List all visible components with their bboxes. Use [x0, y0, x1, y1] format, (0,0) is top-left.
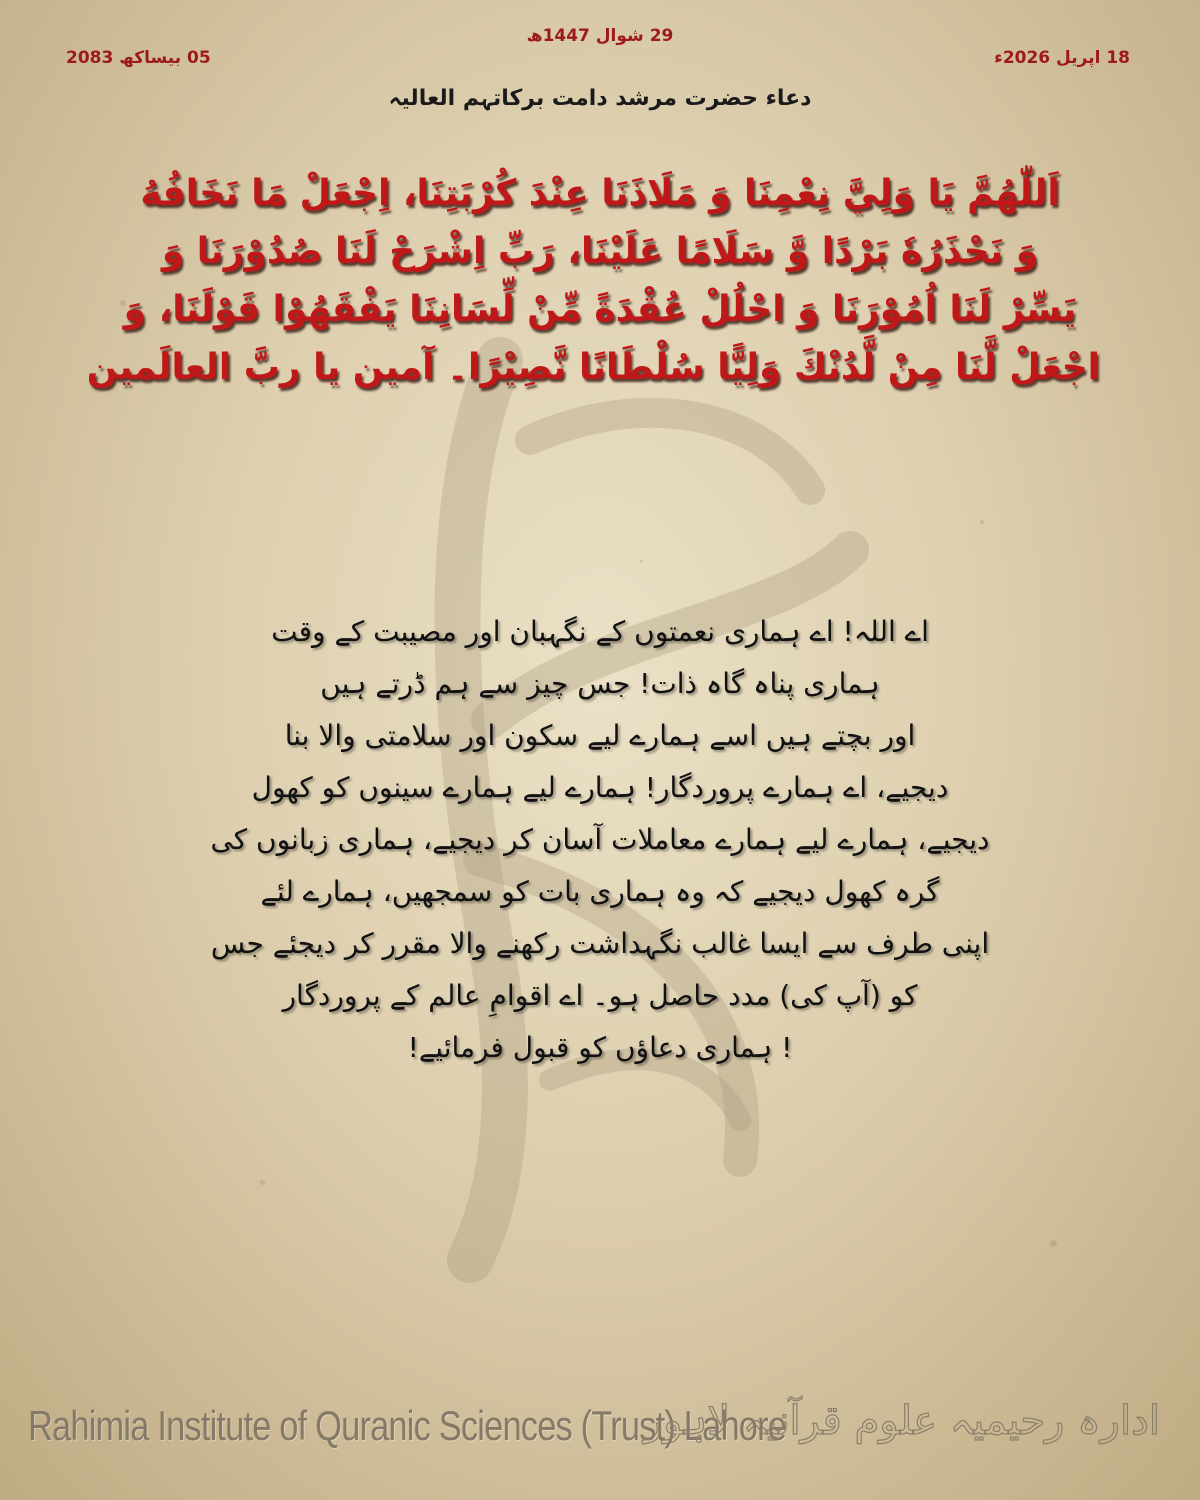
arabic-dua-line: اَللّٰهُمَّ يَا وَلِيَّ نِعْمِنَا وَ مَلَاذَنَا عِنْدَ كُرْبَتِنَا، اِجْعَلْ مَا نَخَافُهُ — [140, 173, 1060, 214]
urdu-translation-line: دیجیے، ہمارے لیے ہمارے معاملات آسان کر دیجیے، ہماری زبانوں کی — [210, 823, 990, 856]
paper-speck — [260, 1180, 265, 1185]
urdu-translation-line: کو (آپ کی) مدد حاصل ہو۔ اے اقوامِ عالم کے پروردگار — [282, 979, 918, 1012]
urdu-translation-block — [160, 606, 1040, 1074]
institute-logo-calligraphy: ادارہ رحیمیہ علوم قرآنیہ لاہور — [643, 1398, 1160, 1444]
arabic-dua-line: اجْعَلْ لَّنَا مِنْ لَّدُنْكَ وَلِيًّا سُلْطَانًا نَّصِيْرًا۔ آمين يا ربَّ العالَمين — [86, 347, 1100, 388]
paper-speck — [1050, 1240, 1057, 1247]
urdu-translation-line: ! ہماری دعاؤں کو قبول فرمائیے! — [407, 1031, 793, 1064]
bikrami-date: 05 بیساکھ 2083 — [66, 48, 211, 68]
paper-speck — [980, 520, 984, 524]
gregorian-date: 18 اپریل 2026ء — [994, 48, 1130, 68]
arabic-dua-line: وَ نَحْذَرُهٗ بَرْدًا وَّ سَلَامًا عَلَيْنَا، رَبِّ اِشْرَحْ لَنَا صُدُوْرَنَا وَ — [161, 231, 1039, 272]
urdu-translation-line: ہماری پناہ گاہ ذات! جس چیز سے ہم ڈرتے ہیں — [320, 667, 880, 700]
dua-title: دعاء حضرت مرشد دامت برکاتہم العالیہ — [388, 86, 812, 111]
hijri-date: 29 شوال 1447ھ — [526, 26, 674, 46]
arabic-dua-block — [86, 165, 1100, 397]
urdu-translation-line: اے اللہ! اے ہماری نعمتوں کے نگہبان اور مصیبت کے وقت — [271, 615, 929, 648]
urdu-translation-line: اور بچتے ہیں اسے ہمارے لیے سکون اور سلامتی والا بنا — [284, 719, 916, 752]
institute-name-english: Rahimia Institute of Quranic Sciences (Trust) Lahore — [28, 1402, 787, 1449]
institute-footer — [0, 1384, 1200, 1474]
urdu-translation-line: اپنی طرف سے ایسا غالب نگہداشت رکھنے والا مقرر کر دیجئے جس — [210, 927, 990, 960]
urdu-translation-line: دیجیے، اے ہمارے پروردگار! ہمارے لیے ہمارے سینوں کو کھول — [251, 771, 949, 804]
urdu-translation-line: گرہ کھول دیجیے کہ وہ ہماری بات کو سمجھیں، ہمارے لئے — [260, 875, 940, 908]
arabic-dua-line: يَسِّرْ لَنَا اُمُوْرَنَا وَ احْلُلْ عُقْدَةً مِّنْ لِّسَانِنَا يَفْقَهُوْا قَوْلَنَا، وَ — [123, 289, 1077, 330]
